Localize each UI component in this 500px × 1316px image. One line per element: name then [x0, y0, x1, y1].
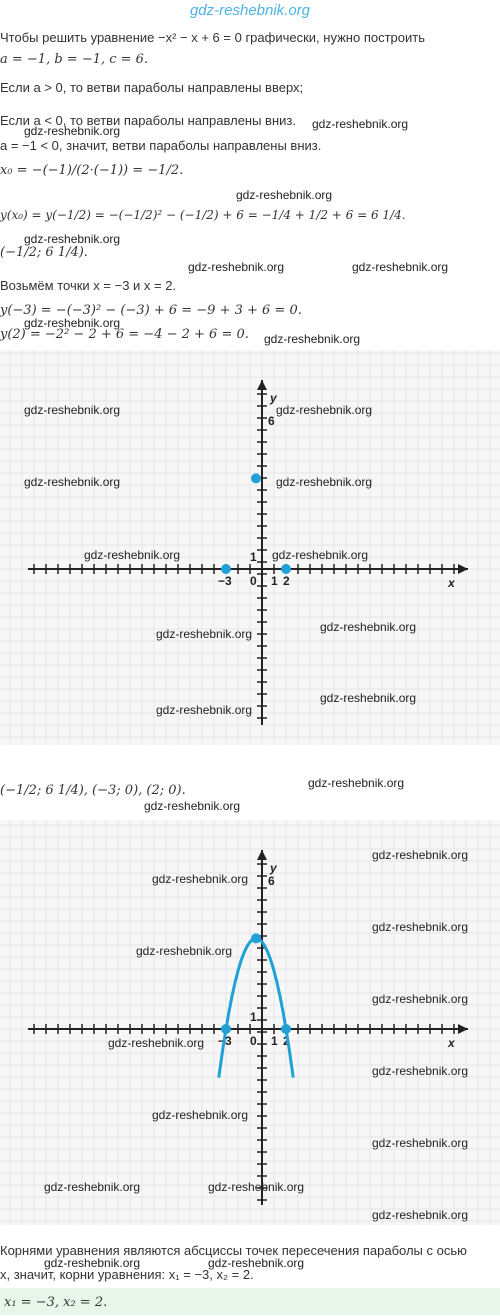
point-marker: [251, 473, 261, 483]
neg3-label: −3: [218, 1034, 232, 1048]
answer-text: x₁ = −3, x₂ = 2.: [4, 1295, 108, 1310]
watermark: gdz-reshebnik.org: [44, 1180, 141, 1194]
watermark: gdz-reshebnik.org: [372, 1136, 469, 1150]
watermark: gdz-reshebnik.org: [24, 232, 121, 246]
watermark: gdz-reshebnik.org: [320, 620, 417, 634]
x-one-label: 1: [271, 1034, 278, 1048]
vertex-text: (−1/2; 6 1/4).: [0, 245, 88, 260]
take-points-text: Возьмём точки x = −3 и x = 2.: [0, 278, 177, 293]
rule-down-text: Если a < 0, то ветви параболы направлены вниз.: [0, 113, 296, 128]
coeffs-text: a = −1, b = −1, c = 6.: [0, 52, 149, 67]
watermark: gdz-reshebnik.org: [24, 316, 121, 330]
points-list-text: (−1/2; 6 1/4), (−3; 0), (2; 0).: [0, 783, 186, 798]
watermark: gdz-reshebnik.org: [372, 1064, 469, 1078]
watermark: gdz-reshebnik.org: [320, 691, 417, 705]
six-label: 6: [268, 414, 275, 428]
x-one-label: 1: [271, 574, 278, 588]
graph-panel-2: [0, 820, 500, 1225]
origin-label: 0: [250, 1034, 257, 1048]
point-marker: [281, 1024, 291, 1034]
watermark: gdz-reshebnik.org: [156, 627, 253, 641]
y-axis-arrow: [257, 850, 267, 860]
watermark: gdz-reshebnik.org: [84, 548, 181, 562]
watermark: gdz-reshebnik.org: [236, 188, 333, 202]
watermark: gdz-reshebnik.org: [44, 1256, 141, 1270]
y-axis-label: y: [270, 861, 277, 875]
watermark: gdz-reshebnik.org: [144, 799, 241, 813]
point-marker: [281, 564, 291, 574]
watermark: gdz-reshebnik.org: [156, 703, 253, 717]
watermark: gdz-reshebnik.org: [24, 475, 121, 489]
watermark: gdz-reshebnik.org: [352, 260, 449, 274]
answer-box: [0, 1288, 500, 1315]
watermark: gdz-reshebnik.org: [264, 332, 361, 346]
x0-formula: x₀ = −(−1)/(2·(−1)) = −1/2.: [0, 163, 184, 178]
parabola-curve: [219, 938, 293, 1077]
rule-up-text: Если a > 0, то ветви параболы направлены вверх;: [0, 80, 304, 95]
y-one-label: 1: [250, 1010, 257, 1024]
x-axis-label: x: [448, 576, 455, 590]
conclusion-text-1: Корнями уравнения являются абсциссы точек пересечения параболы с осью: [0, 1243, 467, 1258]
y-x0-formula: y(x₀) = y(−1/2) = −(−1/2)² − (−1/2) + 6 = −1/4 + 1/2 + 6 = 6 1/4.: [0, 208, 406, 222]
point-marker: [221, 1024, 231, 1034]
point-marker: [251, 933, 261, 943]
point-marker: [221, 564, 231, 574]
six-label: 6: [268, 874, 275, 888]
graph-2: [0, 820, 500, 1225]
x-axis-label: x: [448, 1036, 455, 1050]
conclusion-text-2: x, значит, корни уравнения: x₁ = −3, x₂ = 2.: [0, 1267, 254, 1282]
watermark: gdz-reshebnik.org: [276, 475, 373, 489]
watermark: gdz-reshebnik.org: [372, 1208, 469, 1222]
site-header[interactable]: gdz-reshebnik.org: [189, 2, 311, 19]
watermark: gdz-reshebnik.org: [108, 1036, 205, 1050]
watermark: gdz-reshebnik.org: [276, 403, 373, 417]
origin-label: 0: [250, 574, 257, 588]
watermark: gdz-reshebnik.org: [24, 124, 121, 138]
watermark: gdz-reshebnik.org: [312, 117, 409, 131]
y-one-label: 1: [250, 550, 257, 564]
watermark: gdz-reshebnik.org: [372, 848, 469, 862]
watermark: gdz-reshebnik.org: [152, 872, 249, 886]
watermark: gdz-reshebnik.org: [272, 548, 369, 562]
watermark: gdz-reshebnik.org: [24, 403, 121, 417]
watermark: gdz-reshebnik.org: [372, 920, 469, 934]
our-case-text: a = −1 < 0, значит, ветви параболы направлены вниз.: [0, 138, 322, 153]
two-label: 2: [283, 1034, 290, 1048]
y-axis-arrow: [257, 380, 267, 390]
y-axis-label: y: [270, 391, 277, 405]
watermark: gdz-reshebnik.org: [208, 1180, 305, 1194]
y-neg3-formula: y(−3) = −(−3)² − (−3) + 6 = −9 + 3 + 6 = 0.: [0, 303, 302, 318]
watermark: gdz-reshebnik.org: [188, 260, 285, 274]
watermark: gdz-reshebnik.org: [372, 992, 469, 1006]
watermark: gdz-reshebnik.org: [136, 944, 233, 958]
intro-text: Чтобы решить уравнение −x² − x + 6 = 0 графически, нужно построить: [0, 30, 425, 45]
y-2-formula: y(2) = −2² − 2 + 6 = −4 − 2 + 6 = 0.: [0, 327, 249, 342]
watermark: gdz-reshebnik.org: [308, 776, 405, 790]
two-label: 2: [283, 574, 290, 588]
neg3-label: −3: [218, 574, 232, 588]
watermark: gdz-reshebnik.org: [152, 1108, 249, 1122]
watermark: gdz-reshebnik.org: [208, 1256, 305, 1270]
